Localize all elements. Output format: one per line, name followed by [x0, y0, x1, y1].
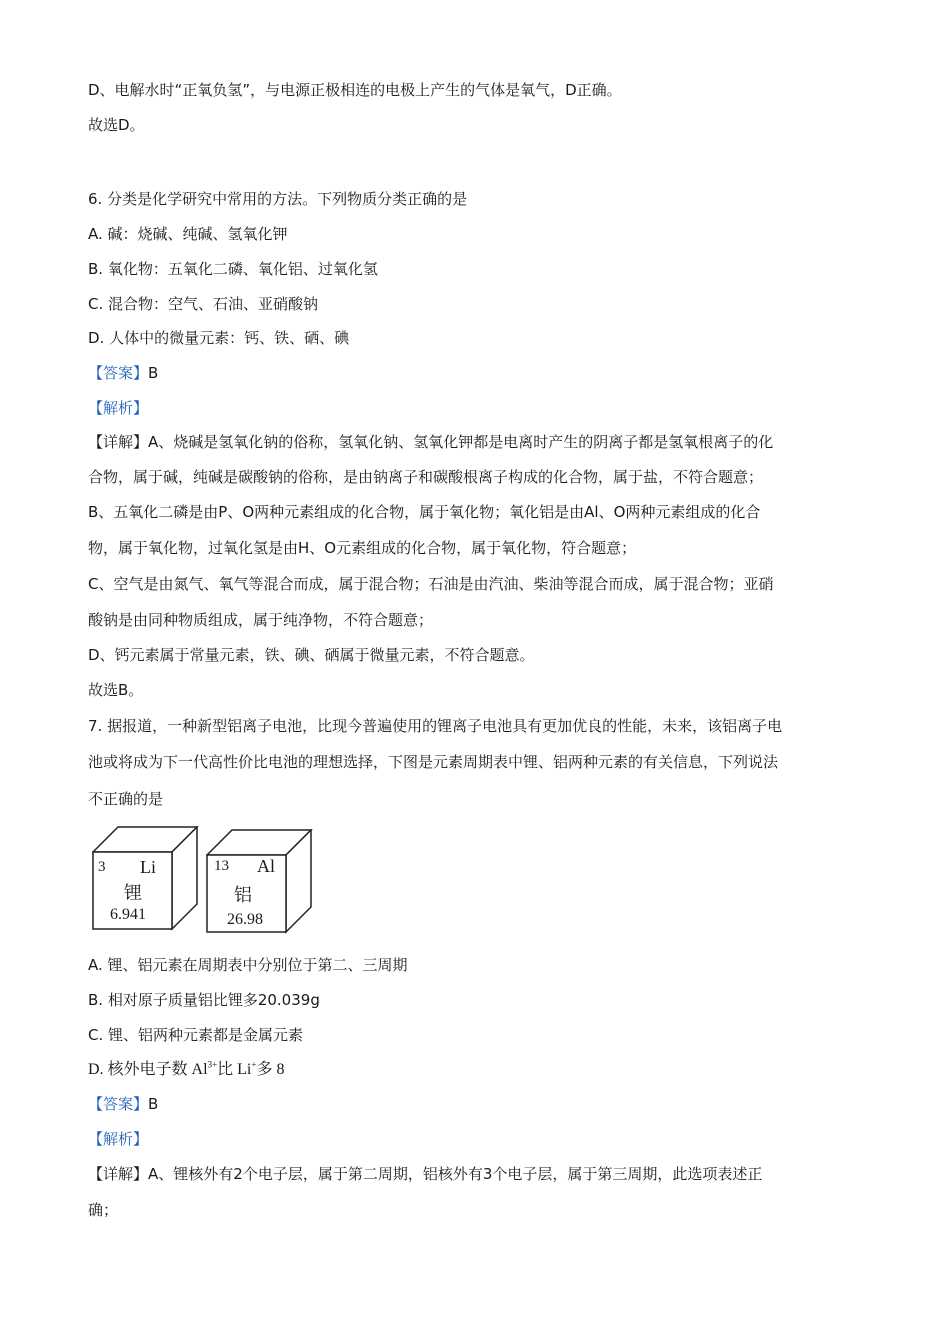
q7-stem-line-2: 池或将成为下一代高性价比电池的理想选择，下图是元素周期表中锂、铝两种元素的有关信息，下列说法 [88, 753, 779, 771]
q6-detail-tag: 【详解】 [88, 433, 149, 451]
q7-answer-tag: 【答案】 [88, 1095, 149, 1113]
q6-stem: 6. 分类是化学研究中常用的方法。下列物质分类正确的是 [88, 190, 468, 208]
q7-option-c: C. 锂、铝两种元素都是金属元素 [88, 1026, 304, 1044]
q6-analysis-tag: 【解析】 [88, 399, 149, 417]
atomic-number: 3 [98, 859, 106, 875]
q7-option-d [88, 1060, 284, 1080]
q7-answer-line [88, 1094, 158, 1114]
q7-detail-tag: 【详解】 [88, 1165, 149, 1183]
cube-outline [92, 826, 200, 932]
q6-option-a: A. 碱：烧碱、纯碱、氢氧化钾 [88, 225, 288, 243]
q6-detail-line-6: 酸钠是由同种物质组成，属于纯净物，不符合题意； [88, 611, 434, 629]
prev-conclusion: 故选D。 [88, 116, 145, 134]
q7-option-d-mid: 比 Li [217, 1061, 252, 1078]
q6-detail-line-2: 合物，属于碱，纯碱是碳酸钠的俗称，是由钠离子和碳酸根离子构成的化合物，属于盐，不符合题意； [88, 468, 764, 486]
q7-detail-line-1 [88, 1164, 762, 1184]
atomic-mass: 6.941 [110, 906, 146, 923]
q7-detail-text-1: A、锂核外有2个电子层，属于第二周期，铝核外有3个电子层，属于第三周期，此选项表述正 [148, 1165, 763, 1183]
q7-answer-value: B [148, 1095, 159, 1113]
element-card-lithium [92, 826, 200, 932]
q6-option-c: C. 混合物：空气、石油、亚硝酸钠 [88, 295, 319, 313]
q6-detail-text-1: A、烧碱是氢氧化钠的俗称，氢氧化钠、氢氧化钾都是电离时产生的阴离子都是氢氧根离子的化 [148, 433, 774, 451]
q6-detail-line-7: D、钙元素属于常量元素，铁、碘、硒属于微量元素，不符合题意。 [88, 646, 535, 664]
q6-analysis-line [88, 398, 148, 418]
q7-option-d-suffix: 多 8 [256, 1061, 285, 1078]
q6-answer-value: B [148, 364, 159, 382]
q6-option-d: D. 人体中的微量元素：钙、铁、硒、碘 [88, 329, 350, 347]
q7-option-b: B. 相对原子质量铝比锂多20.039g [88, 991, 320, 1009]
q6-detail-line-3: B、五氧化二磷是由P、O两种元素组成的化合物，属于氧化物；氧化铝是由Al、O两种元素组成的化合 [88, 503, 761, 521]
q7-option-a: A. 锂、铝元素在周期表中分别位于第二、三周期 [88, 956, 408, 974]
q7-analysis-tag: 【解析】 [88, 1130, 149, 1148]
q6-option-b: B. 氧化物：五氧化二磷、氧化铝、过氧化氢 [88, 260, 378, 278]
q7-stem-line-3: 不正确的是 [88, 790, 164, 808]
q7-analysis-line [88, 1129, 148, 1149]
element-card-aluminum [206, 829, 314, 935]
li-charge: + [251, 1059, 257, 1070]
atomic-number: 13 [214, 858, 229, 874]
q7-detail-line-2: 确； [88, 1201, 119, 1219]
atomic-mass: 26.98 [227, 911, 263, 928]
q6-answer-tag: 【答案】 [88, 364, 149, 382]
q7-stem-line-1: 7. 据报道，一种新型铝离子电池，比现今普遍使用的锂离子电池具有更加优良的性能，未来，该铝离子电 [88, 717, 783, 735]
prev-option-d-analysis: D、电解水时“正氧负氢”，与电源正极相连的电极上产生的气体是氧气，D正确。 [88, 81, 622, 99]
element-symbol: Al [257, 856, 275, 876]
q6-conclusion: 故选B。 [88, 681, 144, 699]
al-charge: 3+ [207, 1059, 218, 1070]
q6-answer-line [88, 363, 158, 383]
element-cards-figure [92, 826, 322, 936]
q6-detail-line-4: 物，属于氧化物，过氧化氢是由H、O元素组成的化合物，属于氧化物，符合题意； [88, 539, 637, 557]
element-name: 锂 [124, 883, 142, 904]
q7-option-d-prefix: D. 核外电子数 Al [88, 1061, 208, 1078]
q6-detail-line-5: C、空气是由氮气、氧气等混合而成，属于混合物；石油是由汽油、柴油等混合而成，属于混合物；亚硝 [88, 575, 774, 593]
element-symbol: Li [140, 857, 156, 877]
element-name: 铝 [234, 885, 252, 906]
q6-detail-line-1 [88, 432, 773, 452]
